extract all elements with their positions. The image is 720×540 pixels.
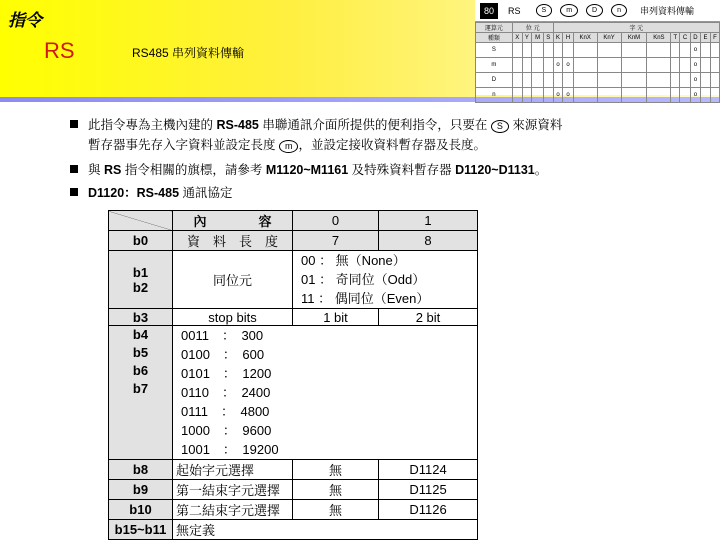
text: ，並設定接收資料暫存器及長度。 <box>298 138 486 152</box>
text: M1120~M1161 <box>265 163 349 177</box>
cell <box>671 88 680 103</box>
value-0: 7 <box>293 231 379 251</box>
bullet-3 <box>70 183 233 203</box>
header-content: 內 容 <box>173 211 293 231</box>
cell <box>597 88 621 103</box>
cell <box>543 73 553 88</box>
option: 01 ： 奇同位（Odd） <box>301 272 426 287</box>
row-label: D <box>476 73 513 88</box>
bullet-1 <box>70 115 562 155</box>
cell <box>573 43 597 58</box>
cell <box>621 43 647 58</box>
cell <box>701 88 711 103</box>
text: 串聯通訊介面所提供的便利指令，只要在 <box>258 118 491 132</box>
protocol-table <box>108 210 478 540</box>
text: D1120~D1131 <box>455 163 535 177</box>
cell <box>597 58 621 73</box>
cell <box>671 43 680 58</box>
row-label: n <box>476 88 513 103</box>
bit-label: b9 <box>109 480 173 500</box>
corner-cell <box>109 211 173 231</box>
cell <box>522 58 532 73</box>
operand-table <box>475 0 720 98</box>
cell <box>553 73 563 88</box>
operand-2-icon: D <box>586 4 603 17</box>
cell <box>647 73 671 88</box>
bit-label: b10 <box>109 500 173 520</box>
cell <box>710 58 719 73</box>
value-0: 無 <box>293 500 379 520</box>
cell <box>680 73 690 88</box>
field-name: stop bits <box>173 309 293 326</box>
col-header: KnY <box>597 33 621 43</box>
cell <box>647 43 671 58</box>
cell <box>710 43 719 58</box>
header-1: 1 <box>379 211 478 231</box>
text: 暫存器事先存入字資料並設定長度 <box>88 138 279 152</box>
cell <box>573 58 597 73</box>
col-header: X <box>512 33 522 43</box>
cell <box>671 73 680 88</box>
text: 指令相關的旗標，請參考 <box>121 163 266 177</box>
value-1: 8 <box>379 231 478 251</box>
cell <box>573 73 597 88</box>
text: 通訊協定 <box>179 186 233 200</box>
text: RS-485 <box>216 118 259 132</box>
operand-row <box>476 43 720 58</box>
cell <box>621 73 647 88</box>
bit-label: b15~b11 <box>109 520 173 540</box>
cell <box>522 73 532 88</box>
option: 0100 ： 600 <box>181 347 265 362</box>
value-0: 1 bit <box>293 309 379 326</box>
option: 0110 ： 2400 <box>181 385 271 400</box>
cell <box>647 88 671 103</box>
cell <box>543 58 553 73</box>
bit-label: b4 b5 b6 b7 <box>109 326 173 460</box>
col-header: T <box>671 33 680 43</box>
option: 0111 ： 4800 <box>181 404 270 419</box>
operand-row <box>476 88 720 103</box>
value-1: D1125 <box>379 480 478 500</box>
operand-m-icon: m <box>279 140 299 153</box>
col-header: D <box>690 33 700 43</box>
cell <box>563 43 573 58</box>
field-name: 無定義 <box>173 520 478 540</box>
operand-row <box>476 58 720 73</box>
cell <box>671 58 680 73</box>
option: 0011 ： 300 <box>181 328 264 343</box>
option: 11 ： 偶同位（Even） <box>301 291 430 306</box>
op-name: 串列資料傳輸 <box>640 6 695 16</box>
cell <box>522 43 532 58</box>
bit-label: b1 b2 <box>109 251 173 309</box>
row-label: S <box>476 43 513 58</box>
col-header: M <box>532 33 544 43</box>
cell: o <box>690 58 700 73</box>
text: RS <box>103 163 122 177</box>
value-1: D1126 <box>379 500 478 520</box>
col-header: E <box>701 33 711 43</box>
col-header: K <box>553 33 563 43</box>
col-header: Y <box>522 33 532 43</box>
cell <box>710 73 719 88</box>
cell <box>701 43 711 58</box>
cell <box>680 88 690 103</box>
value-1: D1124 <box>379 460 478 480</box>
cell: o <box>690 73 700 88</box>
baud-options <box>173 326 478 460</box>
field-name: 同位元 <box>173 251 293 309</box>
text: 及特殊資料暫存器 <box>348 163 456 177</box>
cell: o <box>690 88 700 103</box>
operand-s-icon: S <box>491 120 509 133</box>
text: 來源資料 <box>508 118 563 132</box>
cell <box>512 88 522 103</box>
parity-options <box>293 251 478 309</box>
cell <box>621 88 647 103</box>
cell <box>532 88 544 103</box>
col-header: KnS <box>647 33 671 43</box>
option: 0101 ： 1200 <box>181 366 272 381</box>
type-header: 運算元 <box>476 23 513 33</box>
cell <box>532 43 544 58</box>
bit-label: b3 <box>109 309 173 326</box>
cell <box>512 58 522 73</box>
header-0: 0 <box>293 211 379 231</box>
word-group: 字 元 <box>553 23 719 33</box>
bullet-icon <box>70 188 78 196</box>
instruction-mnemonic: RS <box>44 38 75 63</box>
cell: o <box>690 43 700 58</box>
field-name: 資 料 長 度 <box>173 231 293 251</box>
bullet-icon <box>70 165 78 173</box>
field-name: 第一結束字元選擇 <box>173 480 293 500</box>
bullet-2 <box>70 160 547 180</box>
cell <box>597 73 621 88</box>
cell <box>532 73 544 88</box>
text: 此指令專為主機內建的 <box>88 118 217 132</box>
option: 1001 ： 19200 <box>181 442 279 457</box>
cell <box>573 88 597 103</box>
col-header: C <box>680 33 690 43</box>
cell <box>512 73 522 88</box>
cell <box>680 58 690 73</box>
operand-list <box>531 4 630 17</box>
operand-matrix <box>475 22 720 103</box>
col-header: KnM <box>621 33 647 43</box>
col-header: S <box>543 33 553 43</box>
cell: o <box>563 58 573 73</box>
row-label: m <box>476 58 513 73</box>
cell <box>621 58 647 73</box>
col-header: F <box>710 33 719 43</box>
value-0: 無 <box>293 460 379 480</box>
cell <box>647 58 671 73</box>
cell: o <box>563 88 573 103</box>
col-header: H <box>563 33 573 43</box>
instruction-description: RS485 串列資料傳輸 <box>132 46 245 60</box>
operand-3-icon: n <box>611 4 627 17</box>
cell <box>543 88 553 103</box>
bit-label: b0 <box>109 231 173 251</box>
cell <box>680 43 690 58</box>
api-number: 80 <box>480 3 498 19</box>
cell: o <box>553 58 563 73</box>
operand-row <box>476 73 720 88</box>
cell <box>532 58 544 73</box>
cell: o <box>553 88 563 103</box>
cell <box>597 43 621 58</box>
kind-header: 種類 <box>476 33 513 43</box>
field-name: 第二結束字元選擇 <box>173 500 293 520</box>
text: 與 <box>88 163 104 177</box>
op-mnemonic: RS <box>508 5 521 16</box>
cell <box>701 58 711 73</box>
option: 1000 ： 9600 <box>181 423 272 438</box>
cell <box>701 73 711 88</box>
bullet-icon <box>70 120 78 128</box>
option: 00 ： 無（None） <box>301 253 406 268</box>
cell <box>553 43 563 58</box>
text: 。 <box>534 163 548 177</box>
operand-1-icon: m <box>560 4 578 17</box>
bit-group: 位 元 <box>512 23 553 33</box>
text: D1120：RS-485 <box>88 186 180 200</box>
section-label: 指令 <box>8 11 42 30</box>
value-1: 2 bit <box>379 309 478 326</box>
col-header: KnX <box>573 33 597 43</box>
bit-label: b8 <box>109 460 173 480</box>
cell <box>512 43 522 58</box>
cell <box>563 73 573 88</box>
operand-0-icon: S <box>536 4 553 17</box>
cell <box>543 43 553 58</box>
value-0: 無 <box>293 480 379 500</box>
field-name: 起始字元選擇 <box>173 460 293 480</box>
cell <box>710 88 719 103</box>
cell <box>522 88 532 103</box>
